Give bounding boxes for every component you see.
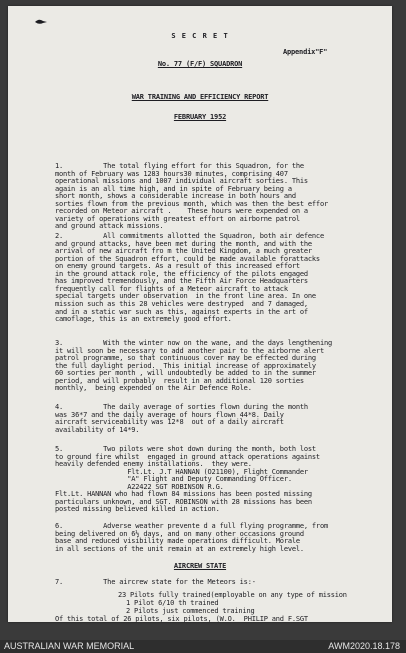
paragraph-line: on enemy ground targets. As a result of this increased effort	[55, 262, 300, 271]
paragraph-line: patrol programme, so that continuous cover may be effected during	[55, 354, 316, 363]
archive-reference: AWM2020.18.178	[328, 641, 400, 651]
aircrew-heading: AIRCREW STATE	[173, 562, 227, 570]
paragraph-line: variety of operations with greatest effort on airborne patrol	[55, 214, 300, 223]
paragraph-line: particulars unknown, and SGT. ROBINSON with 28 missions has been	[55, 497, 312, 506]
paragraph-line: period, and will probably result in an additional 120 sorties	[55, 376, 304, 385]
paragraph-line: portion of the Squadron effort, could be made available forattacks	[55, 254, 320, 263]
paragraph-first-line: 3. With the winter now on the wane, and the days lengthening	[55, 339, 332, 347]
paragraph-line: special targets under observation in the front line area. In one	[55, 292, 316, 301]
archive-source: AUSTRALIAN WAR MEMORIAL	[4, 641, 135, 651]
paragraph-line: availability of 14*9.	[55, 425, 140, 434]
paragraph-line: being delivered on 6½ days, and on many other occasions ground	[55, 529, 304, 538]
appendix-label: Appendix"F"	[283, 48, 328, 56]
paragraph-line: aircraft serviceability was 12*8 out of a daily aircraft	[55, 418, 284, 427]
paragraph-line: operational missions and 1007 individual aircraft sorties. This	[55, 177, 308, 186]
paragraph-line: the full daylight period. This initial increase of approximately	[55, 361, 316, 370]
paragraph-line: arrival of new aircraft fro m the United Kingdom, a much greater	[55, 247, 312, 256]
paragraph-first-line: 2. All commitments allotted the Squadron, both air defence	[55, 232, 324, 240]
aircrew-item: 2 Pilots just commenced training	[118, 607, 255, 615]
paragraph-first-line: 5. Two pilots were shot down during the month, both lost	[55, 445, 316, 453]
paragraph-line: again is an all time high, and in spite of February being a	[55, 184, 292, 193]
document-page	[8, 6, 392, 622]
paragraph-line: sorties flown from the previous month, which was then the best effor	[55, 199, 328, 208]
paragraph-line: Flt.Lt. J.T HANNAN (O21100), Flight Commander	[55, 467, 308, 476]
paragraph-first-line: 1. The total flying effort for this Squadron, for the	[55, 162, 304, 170]
paragraph-line: short month, shows a considerable increase in both hours and	[55, 192, 296, 201]
paragraph-line: frequently call for flights of a Meteor aircraft to attack	[55, 284, 288, 293]
paragraph-line: and ground attacks, have been met during the month, and with the	[55, 239, 312, 248]
paragraph-line: base and reduced visibility made operations difficult. Morale	[55, 537, 300, 546]
archive-footer	[0, 640, 406, 653]
paragraph-line: month of February was 1283 hours30 minutes, comprising 407	[55, 169, 288, 178]
paragraph-line: in all sections of the unit remain at an extremely high level.	[55, 544, 304, 553]
report-period: FEBRUARY 1952	[173, 113, 227, 121]
paragraph-line: A22422 SGT ROBINSON R.G.	[55, 482, 224, 491]
paragraph-line: mission such as this 28 vehicles were destryped and 7 damaged,	[55, 299, 308, 308]
squadron-heading: No. 77 (F/F) SQUADRON	[157, 60, 243, 68]
classification-heading: S E C R E T	[171, 32, 229, 40]
paragraph-line: recorded on Meteor aircraft . These hours were expended on a	[55, 207, 308, 216]
ink-mark-icon	[34, 18, 48, 25]
paragraph-line: monthly, being expended on the Air Defence Role.	[55, 384, 252, 393]
aircrew-intro: 7. The aircrew state for the Meteors is:-	[55, 578, 256, 586]
paragraph-line: was 36*7 and the daily average of hours flown 44*8. Daily	[55, 410, 284, 419]
paragraph-line: camoflage, this is an extremely good effort.	[55, 315, 232, 324]
paragraph-line: Flt.Lt. HANNAN who had flown 84 missions has been posted missing	[55, 490, 312, 499]
paragraph-line: "A" Flight and Deputy Commanding Officer.	[55, 475, 292, 484]
paragraph-line: it will soon be necessary to add another pair to the airborne alert	[55, 346, 324, 355]
paragraph-line: in the ground attack role, the efficiency of the pilots engaged	[55, 269, 308, 278]
paragraph-line: heavily defended enemy installations. they were.	[55, 460, 252, 469]
paragraph-first-line: 6. Adverse weather prevente d a full flying programme, from	[55, 522, 328, 530]
paragraph-line: 60 sorties per month , will undoubtedly be added to in the summer	[55, 369, 316, 378]
paragraph-line: and ground attack missions.	[55, 222, 164, 231]
paragraph-line: and in a static war such as this, against experts in the art of	[55, 307, 308, 316]
paragraph-line: has improved tremendously, and the Fifth Air Force Headquarters	[55, 277, 308, 286]
paragraph-line: to ground fire whilst engaged in ground attack operations against	[55, 452, 320, 461]
report-title: WAR TRAINING AND EFFICIENCY REPORT	[131, 93, 269, 101]
aircrew-item: 23 Pilots fully trained(employable on any type of mission	[118, 591, 347, 599]
paragraph-line: posted missing believed killed in action.	[55, 505, 220, 514]
paragraph-first-line: 4. The daily average of sorties flown during the month	[55, 403, 308, 411]
aircrew-item: 1 Pilot 6/10 th trained	[118, 599, 219, 607]
aircrew-trailing-line: Of this total of 26 pilots, six pilots, (W.O. PHILIP and F.SGT	[55, 615, 308, 622]
